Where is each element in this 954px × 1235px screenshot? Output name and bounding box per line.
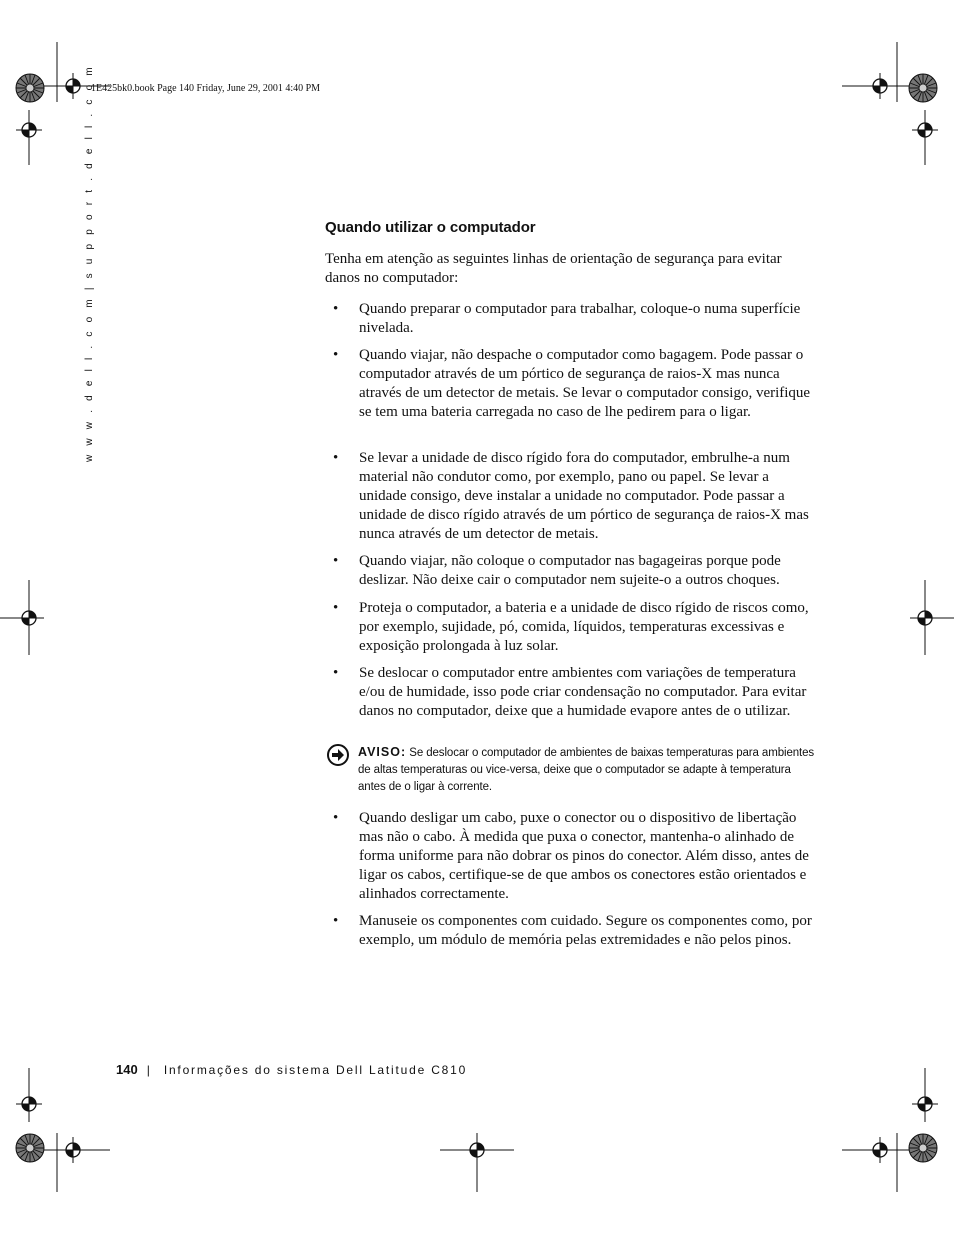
list-item: • Se deslocar o computador entre ambientes com variações de temperatura e/ou de humidade, isso pode criar condensação no computador. Para evitar danos no computador, deixe que a humidade evapore antes de o utilizar. [333,665,807,719]
side-url-text: w w w . d e l l . c o m | s u p p o r t . d e l l . c o m [84,64,95,462]
page-footer [116,1062,467,1077]
notice-arrow-icon [327,744,349,766]
bullet-icon: • [333,347,339,363]
bullet-icon: • [333,450,339,466]
list-item: • Manuseie os componentes com cuidado. Segure os componentes como, por exemplo, um módulo de memória pelas extremidades e não pelos pinos. [333,913,812,948]
footer-title: Informações do sistema Dell Latitude C810 [163,1063,468,1077]
section-heading: Quando utilizar o computador [325,219,536,236]
bullet-icon: • [333,553,339,569]
bullet-icon: • [333,810,339,826]
notice-body: Se deslocar o computador de ambientes de baixas temperaturas para ambientes de altas temperaturas ou vice-versa, deixe que o computador se adapte à temperatura antes de o ligar à corrente. [358,747,815,793]
notice-label: AVISO: [358,745,407,759]
list-item: • Quando viajar, não despache o computador como bagagem. Pode passar o computador através de um pórtico de segurança de raios-X mas nunca através de um detector de metais. Se levar o computador consigo, verifique se tem uma bateria carregada no caso de lhe pedirem para o ligar. [333,347,811,420]
footer-separator: | [146,1063,150,1077]
print-slug: 1E425bk0.book Page 140 Friday, June 29, 2001 4:40 PM [91,83,321,94]
list-item: • Quando preparar o computador para trabalhar, coloque-o numa superfície nivelada. [333,301,801,336]
bullet-icon: • [333,913,339,929]
intro-paragraph: Tenha em atenção as seguintes linhas de orientação de segurança para evitar danos no computador: [325,251,782,286]
bullet-icon: • [333,600,339,616]
list-item: • Proteja o computador, a bateria e a unidade de disco rígido de riscos como, por exemplo, sujidade, pó, comida, líquidos, temperaturas excessivas e exposição prolongada à luz solar. [333,600,809,654]
list-item: • Quando viajar, não coloque o computador nas bagageiras porque pode deslizar. Não deixe cair o computador nem sujeite-o a outros choques. [333,553,781,588]
list-item: • Se levar a unidade de disco rígido fora do computador, embrulhe-a num material não condutor como, por exemplo, pano ou papel. Se levar a unidade consigo, deve instalar a unidade no computador. Pode passar a unidade de disco rígido através de um pórtico de segurança de raios-X mas nunca através de um detector de metais. [333,450,809,542]
page-number: 140 [116,1062,138,1077]
bullet-icon: • [333,301,339,317]
notice-block [325,744,820,796]
bullet-icon: • [333,665,339,681]
list-item: • Quando desligar um cabo, puxe o conector ou o dispositivo de libertação mas não o cabo. À medida que puxa o conector, mantenha-o alinhado de forma uniforme para não dobrar os pinos do conector. Além disso, antes de ligar os cabos, certifique-se de que ambos os conectores estão orientados e alinhados correctamente. [333,810,809,902]
